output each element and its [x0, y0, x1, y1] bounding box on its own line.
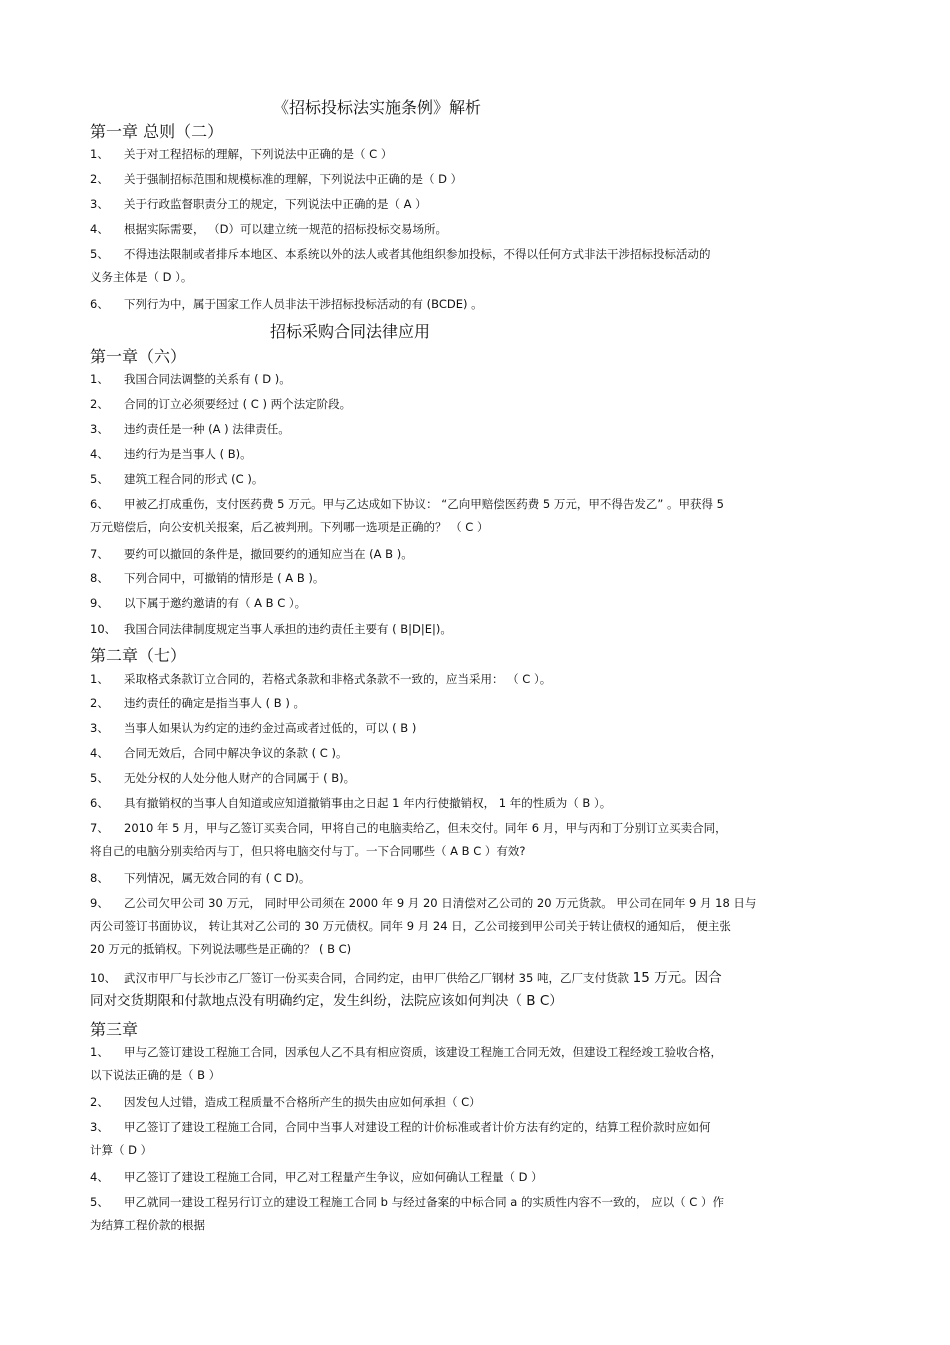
question-text: 下列行为中，属于国家工作人员非法干涉招标投标活动的有 (BCDE) 。 — [124, 297, 483, 311]
question-item — [90, 567, 860, 590]
question-item — [90, 817, 860, 863]
question-item — [90, 218, 860, 241]
question-item — [90, 1091, 860, 1114]
question-number: 9、 — [90, 596, 109, 610]
question-number: 5、 — [90, 771, 109, 785]
question-text: 采取格式条款订立合同的，若格式条款和非格式条款不一致的，应当采用： （ C ）。 — [124, 672, 552, 686]
question-text-continued: 万元赔偿后，向公安机关报案，后乙被判刑。下列哪一选项是正确的？ （ C ） — [90, 520, 489, 534]
question-text: 无处分权的人处分他人财产的合同属于 ( B)。 — [124, 771, 356, 785]
question-text: 下列情况，属无效合同的有 ( C D)。 — [124, 871, 311, 885]
question-text-continued: 同对交货期限和付款地点没有明确约定，发生纠纷，法院应该如何判决（ B C） — [90, 993, 563, 1009]
question-text: 因发包人过错，造成工程质量不合格所产生的损失由应如何承担（ C） — [124, 1095, 481, 1109]
question-text-continued: 为结算工程价款的根据 — [90, 1218, 205, 1232]
question-number: 1、 — [90, 147, 109, 161]
question-number: 6、 — [90, 497, 109, 511]
question-number: 2、 — [90, 172, 109, 186]
question-item — [90, 468, 860, 491]
question-text: 违约行为是当事人 ( B)。 — [124, 447, 252, 461]
question-item — [90, 1041, 860, 1087]
chapter-heading: 第一章（六） — [90, 347, 187, 366]
question-number: 9、 — [90, 896, 109, 910]
question-text-emphasis: 15 万元。因合 — [632, 970, 722, 986]
question-text: 要约可以撤回的条件是，撤回要约的通知应当在 (A B )。 — [124, 547, 413, 561]
question-number: 8、 — [90, 571, 109, 585]
question-text-continued: 计算（ D ） — [90, 1143, 153, 1157]
document-title: 《招标投标法实施条例》解析 — [273, 98, 482, 117]
question-text: 关于对工程招标的理解，下列说法中正确的是（ C ） — [124, 147, 393, 161]
question-number: 10、 — [90, 971, 117, 985]
question-number: 3、 — [90, 1120, 109, 1134]
question-text: 甲乙签订了建设工程施工合同，合同中当事人对建设工程的计价标准或者计价方法有约定的，结算工程价款时应如何 — [124, 1120, 711, 1134]
question-number: 3、 — [90, 422, 109, 436]
chapter-heading: 第三章 — [90, 1020, 139, 1039]
question-item — [90, 867, 860, 890]
question-item — [90, 892, 860, 961]
question-item — [90, 293, 860, 316]
question-text: 甲与乙签订建设工程施工合同，因承包人乙不具有相应资质，该建设工程施工合同无效，但建设工程经竣工验收合格， — [124, 1045, 722, 1059]
question-text: 甲乙就同一建设工程另行订立的建设工程施工合同 b 与经过备案的中标合同 a 的实质性内容不一致的， 应以（ C ）作 — [124, 1195, 724, 1209]
question-text: 甲乙签订了建设工程施工合同，甲乙对工程量产生争议，应如何确认工程量（ D ） — [124, 1170, 543, 1184]
question-text: 关于行政监督职责分工的规定，下列说法中正确的是（ A ） — [124, 197, 427, 211]
question-item — [90, 493, 860, 539]
question-text: 我国合同法律制度规定当事人承担的违约责任主要有 ( B|D|E|)。 — [124, 622, 452, 636]
question-text-continued: 将自己的电脑分别卖给丙与丁，但只将电脑交付与丁。一下合同哪些（ A B C ）有效? — [90, 844, 526, 858]
question-number: 7、 — [90, 821, 109, 835]
question-number: 2、 — [90, 1095, 109, 1109]
question-item — [90, 443, 860, 466]
question-text: 2010 年 5 月，甲与乙签订买卖合同，甲将自己的电脑卖给乙，但未交付。同年 6 月，甲与丙和丁分别订立买卖合同， — [124, 821, 727, 835]
question-item — [90, 1166, 860, 1189]
question-item — [90, 418, 860, 441]
question-text: 甲被乙打成重伤，支付医药费 5 万元。甲与乙达成如下协议： “乙向甲赔偿医药费 5 万元，甲不得告发乙” 。甲获得 5 — [124, 497, 724, 511]
question-number: 1、 — [90, 372, 109, 386]
section-title: 招标采购合同法律应用 — [270, 322, 431, 341]
question-number: 5、 — [90, 472, 109, 486]
question-text: 合同的订立必须要经过 ( C ) 两个法定阶段。 — [124, 397, 352, 411]
question-item — [90, 618, 860, 641]
question-text: 以下属于邀约邀请的有（ A B C ）。 — [124, 596, 307, 610]
question-number: 2、 — [90, 397, 109, 411]
question-number: 4、 — [90, 222, 109, 236]
question-text: 不得违法限制或者排斥本地区、本系统以外的法人或者其他组织参加投标，不得以任何方式非法干涉招标投标活动的 — [124, 247, 711, 261]
question-item — [90, 742, 860, 765]
question-number: 1、 — [90, 672, 109, 686]
question-text: 武汉市甲厂与长沙市乙厂签订一份买卖合同，合同约定，由甲厂供给乙厂钢材 35 吨，乙厂支付货款 — [124, 971, 629, 985]
question-number: 10、 — [90, 622, 117, 636]
question-number: 3、 — [90, 721, 109, 735]
question-text: 具有撤销权的当事人自知道或应知道撤销事由之日起 1 年内行使撤销权， 1 年的性质为（ B ）。 — [124, 796, 612, 810]
question-text: 当事人如果认为约定的违约金过高或者过低的，可以 ( B ) — [124, 721, 417, 735]
question-item — [90, 193, 860, 216]
question-text-continued: 义务主体是（ D ）。 — [90, 270, 193, 284]
chapter-heading: 第二章（七） — [90, 646, 187, 665]
question-text: 根据实际需要， （D）可以建立统一规范的招标投标交易场所。 — [124, 222, 448, 236]
question-text: 下列合同中，可撤销的情形是 ( A B )。 — [124, 571, 325, 585]
question-item — [90, 543, 860, 566]
question-number: 4、 — [90, 746, 109, 760]
question-number: 2、 — [90, 696, 109, 710]
question-number: 4、 — [90, 447, 109, 461]
question-number: 8、 — [90, 871, 109, 885]
question-item — [90, 243, 860, 289]
question-item — [90, 1116, 860, 1162]
question-text: 违约责任是一种 (A ) 法律责任。 — [124, 422, 290, 436]
chapter-heading: 第一章 总则（二） — [90, 122, 224, 141]
question-text: 建筑工程合同的形式 (C )。 — [124, 472, 264, 486]
question-number: 5、 — [90, 1195, 109, 1209]
question-text: 合同无效后，合同中解决争议的条款 ( C )。 — [124, 746, 348, 760]
question-text: 违约责任的确定是指当事人 ( B ) 。 — [124, 696, 305, 710]
question-item — [90, 368, 860, 391]
question-number: 7、 — [90, 547, 109, 561]
question-text-continued: 以下说法正确的是（ B ） — [90, 1068, 221, 1082]
question-number: 6、 — [90, 297, 109, 311]
question-item — [90, 668, 860, 691]
question-number: 6、 — [90, 796, 109, 810]
question-item — [90, 592, 860, 615]
question-item — [90, 143, 860, 166]
question-number: 3、 — [90, 197, 109, 211]
question-number: 1、 — [90, 1045, 109, 1059]
question-item — [90, 168, 860, 191]
question-item — [90, 692, 860, 715]
question-text: 乙公司欠甲公司 30 万元， 同时甲公司须在 2000 年 9 月 20 日清偿对乙公司的 20 万元货款。 甲公司在同年 9 月 18 日与 — [124, 896, 757, 910]
question-item — [90, 1191, 860, 1237]
question-text: 关于强制招标范围和规模标准的理解，下列说法中正确的是（ D ） — [124, 172, 463, 186]
question-text-continued: 丙公司签订书面协议， 转让其对乙公司的 30 万元债权。同年 9 月 24 日，乙公司接到甲公司关于转让债权的通知后， 便主张 — [90, 919, 731, 933]
question-text-continued: 20 万元的抵销权。下列说法哪些是正确的？ ( B C) — [90, 942, 352, 956]
question-item — [90, 792, 860, 815]
question-item — [90, 393, 860, 416]
question-item — [90, 967, 860, 1013]
question-number: 4、 — [90, 1170, 109, 1184]
question-item — [90, 767, 860, 790]
question-number: 5、 — [90, 247, 109, 261]
question-item — [90, 717, 860, 740]
question-text: 我国合同法调整的关系有 ( D )。 — [124, 372, 291, 386]
